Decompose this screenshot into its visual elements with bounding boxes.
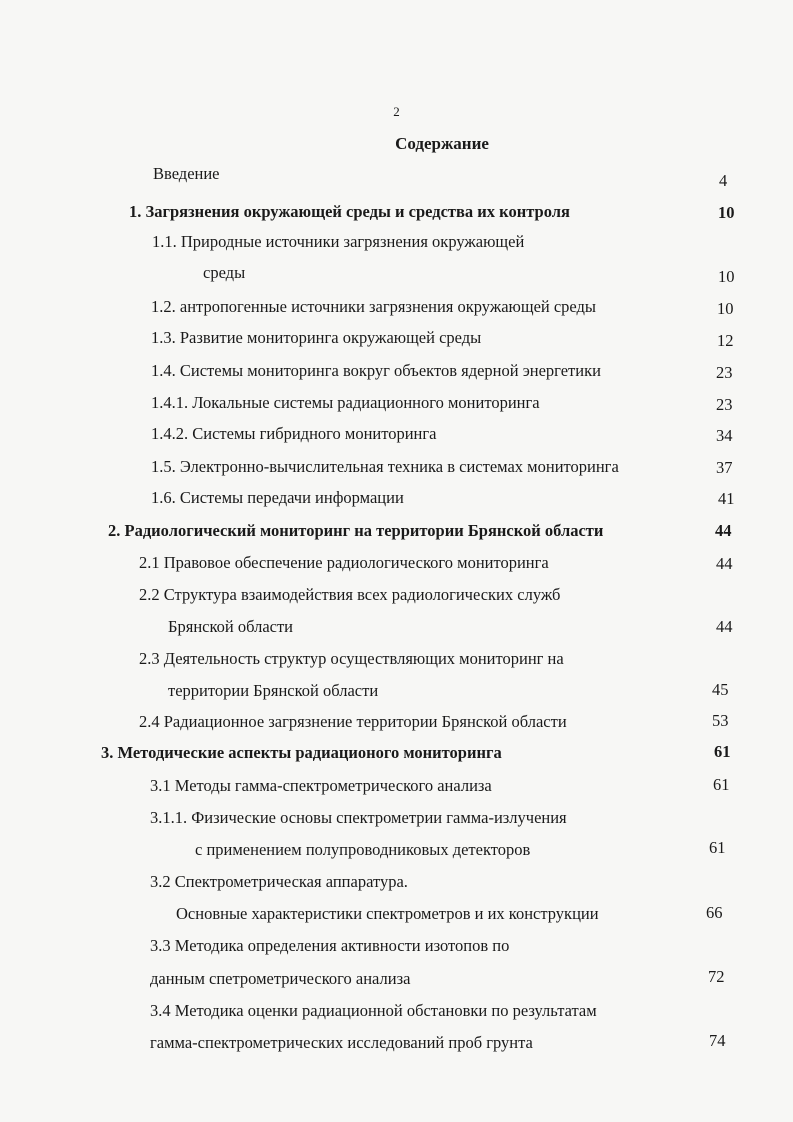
toc-entry-3-2: 3.2 Спектрометрическая аппаратура. [150,872,408,891]
toc-entry-1-6: 1.6. Системы передачи информации [151,488,404,507]
toc-page-2-2: 44 [716,617,733,636]
toc-page-1-5: 37 [716,458,733,477]
toc-page-1-6: 41 [718,489,735,508]
toc-entry-3-4: 3.4 Методика оценки радиационной обстановки по результатам [150,1001,597,1020]
toc-entry-2-3: 2.3 Деятельность структур осуществляющих мониторинг на [139,649,564,668]
toc-title: Содержание [395,134,489,153]
toc-entry-intro: Введение [153,164,220,183]
toc-entry-3-1-1-cont: с применением полупроводниковых детекторов [195,840,531,859]
toc-page-2-1: 44 [716,554,733,573]
toc-page-intro: 4 [719,171,728,190]
toc-entry-1-3: 1.3. Развитие мониторинга окружающей среды [151,328,482,347]
toc-page-chapter-1: 10 [718,203,735,222]
toc-entry-3-3: 3.3 Методика определения активности изотопов по [150,936,510,955]
toc-entry-1-4-2: 1.4.2. Системы гибридного мониторинга [151,424,437,443]
toc-page-3-1: 61 [713,775,730,794]
toc-page-1-4-1: 23 [716,395,733,414]
toc-page-chapter-2: 44 [715,521,732,540]
page-number: 2 [393,104,400,119]
toc-entry-chapter-2: 2. Радиологический мониторинг на территории Брянской области [108,521,604,540]
toc-page-3-4: 74 [709,1031,726,1050]
toc-entry-3-1: 3.1 Методы гамма-спектрометрического анализа [150,776,492,795]
toc-page-3-2: 66 [706,903,723,922]
toc-page-1-2: 10 [717,299,734,318]
toc-page-1-4-2: 34 [716,426,733,445]
toc-entry-3-3-cont: данным спетрометрического анализа [150,969,411,988]
toc-entry-chapter-3: 3. Методические аспекты радиационого мониторинга [101,743,502,762]
toc-entry-1-1-cont: среды [203,263,246,282]
toc-entry-1-4: 1.4. Системы мониторинга вокруг объектов ядерной энергетики [151,361,601,380]
toc-page-3-3: 72 [708,967,725,986]
toc-entry-1-2: 1.2. антропогенные источники загрязнения окружающей среды [151,297,597,316]
toc-page-1-4: 23 [716,363,733,382]
toc-entry-chapter-1: 1. Загрязнения окружающей среды и средства их контроля [129,202,570,221]
toc-entry-1-4-1: 1.4.1. Локальные системы радиационного мониторинга [151,393,540,412]
toc-page-3-1-1: 61 [709,838,726,857]
toc-entry-2-2: 2.2 Структура взаимодействия всех радиологических служб [139,585,561,604]
toc-page-chapter-3: 61 [714,742,731,761]
toc-entry-2-2-cont: Брянской области [168,617,294,636]
toc-entry-1-1: 1.1. Природные источники загрязнения окружающей [152,232,525,251]
toc-entry-1-5: 1.5. Электронно-вычислительная техника в системах мониторинга [151,457,619,476]
toc-page-2-4: 53 [712,711,729,730]
toc-entry-3-4-cont: гамма-спектрометрических исследований проб грунта [150,1033,533,1052]
toc-entry-3-1-1: 3.1.1. Физические основы спектрометрии гамма-излучения [150,808,567,827]
toc-entry-2-3-cont: территории Брянской области [168,681,379,700]
toc-page-1-1: 10 [718,267,735,286]
toc-entry-3-2-cont: Основные характеристики спектрометров и их конструкции [176,904,599,923]
toc-page-2-3: 45 [712,680,729,699]
toc-page-1-3: 12 [717,331,734,350]
toc-entry-2-4: 2.4 Радиационное загрязнение территории Брянской области [139,712,567,731]
toc-entry-2-1: 2.1 Правовое обеспечение радиологического мониторинга [139,553,549,572]
